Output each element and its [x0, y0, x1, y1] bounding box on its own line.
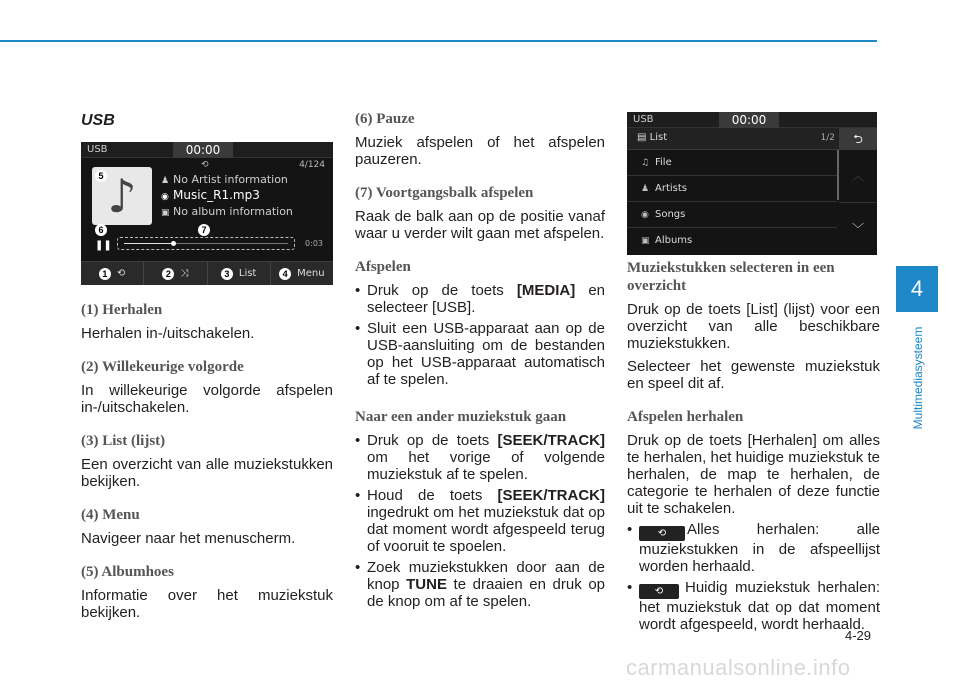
- title-text: Music_R1.mp3: [173, 188, 260, 202]
- music-note-icon: ♪: [107, 169, 137, 223]
- list-item-file[interactable]: [627, 150, 837, 176]
- other-b3-post: te draaien en druk op de knop om af te spelen.: [367, 576, 606, 610]
- usb-player-screen: [81, 142, 333, 285]
- repeat-all-icon: ⟲: [639, 526, 685, 541]
- note-icon: ♫: [641, 158, 650, 168]
- player-button-bar: [81, 261, 333, 285]
- list-item-albums[interactable]: [627, 228, 837, 254]
- menu-button-label: Menu: [297, 268, 325, 279]
- play-b1-post: en selecteer [USB].: [367, 282, 606, 316]
- repeat-bullet-1: [627, 521, 880, 575]
- elapsed-time: 0:03: [305, 239, 323, 248]
- artist-text: No Artist information: [173, 173, 288, 186]
- other-b1-post: om het vorige of volgende muziekstuk af te spelen.: [367, 449, 605, 483]
- heading-album-cover: (5) Albumhoes: [81, 564, 174, 580]
- other-b2-post: ingedrukt om het muziekstuk dat op dat moment wordt afgespeeld terug of vooruit te spoelen.: [367, 504, 605, 555]
- scroll-up-icon[interactable]: ︿: [851, 169, 864, 183]
- list-button-label: List: [238, 268, 257, 279]
- album-row: [161, 205, 293, 218]
- heading-play: Afspelen: [355, 259, 411, 275]
- column-3: [627, 112, 880, 637]
- album-icon: ▣: [641, 236, 650, 246]
- tune-key: TUNE: [406, 576, 447, 593]
- heading-repeat: (1) Herhalen: [81, 302, 163, 318]
- shuffle-icon: ⤨: [180, 268, 189, 279]
- other-track-list: [355, 432, 605, 610]
- scroll-down-icon[interactable]: ﹀: [839, 202, 877, 254]
- list-status-bar: [627, 112, 877, 128]
- list-item-songs-label: Songs: [655, 209, 686, 220]
- other-bullet-2: [355, 487, 605, 555]
- chapter-label-text: Multimediasysteem: [911, 326, 925, 430]
- repeat-list: [627, 521, 880, 633]
- text-menu: Navigeer naar het menuscherm.: [81, 530, 296, 547]
- chapter-label: [906, 318, 930, 438]
- list-item-songs[interactable]: [627, 202, 837, 228]
- list-item-albums-label: Albums: [655, 235, 693, 246]
- heading-pause: (6) Pauze: [355, 111, 415, 127]
- list-item-file-label: File: [655, 157, 672, 168]
- other-bullet-3: [355, 559, 605, 610]
- clock: 00:00: [173, 142, 233, 158]
- text-list: Een overzicht van alle muziekstukken bekijken.: [81, 456, 333, 490]
- play-b1-pre: Druk op de toets: [367, 282, 517, 299]
- progress-bar[interactable]: [117, 237, 295, 250]
- other-bullet-1: [355, 432, 605, 483]
- list-icon: ▤: [637, 132, 650, 143]
- text-pause: Muziek afspelen of het afspelen pauzeren.: [355, 134, 605, 168]
- callout-badge-5: 5: [95, 170, 107, 182]
- other-b2-pre: Houd de toets: [367, 487, 498, 504]
- list-page-indicator: 1/2: [820, 133, 835, 143]
- repeat-one-icon: ⟲: [639, 584, 679, 599]
- chapter-tab: 4: [896, 266, 938, 312]
- menu-button[interactable]: [271, 262, 333, 285]
- list-clock: 00:00: [719, 112, 779, 128]
- callout-badge-6: 6: [95, 224, 107, 236]
- album-text: No album information: [173, 205, 293, 218]
- callout-badge-7: 7: [198, 224, 210, 236]
- text-shuffle: In willekeurige volgorde afspelen in-/uitschakelen.: [81, 382, 333, 416]
- callout-badge-1: 1: [99, 268, 111, 280]
- repeat-one-text: Huidig muziekstuk herhalen: het muziekstuk dat op dat moment wordt afgespeeld, wordt herhaald.: [639, 579, 880, 633]
- list-item-artists-label: Artists: [655, 183, 687, 194]
- list-header-text: List: [649, 132, 668, 143]
- heading-select: Muziekstukken selecteren in een overzicht: [627, 260, 835, 294]
- text-repeat: Herhalen in-/uitschakelen.: [81, 325, 255, 342]
- repeat-status-icon: ⟲: [201, 160, 209, 170]
- heading-other-track: Naar een ander muziekstuk gaan: [355, 409, 567, 425]
- track-count: 4/124: [299, 160, 325, 170]
- status-bar: [81, 142, 333, 158]
- list-header: [627, 128, 877, 150]
- text-select-1: Druk op de toets [List] (lijst) voor een overzicht van alle beschikbare muziekstukken.: [627, 301, 880, 352]
- play-list: [355, 282, 605, 388]
- text-progress: Raak de balk aan op de positie vanaf waar u verder wilt gaan met afspelen.: [355, 208, 605, 242]
- seek-track-key-1: [SEEK/TRACK]: [497, 432, 605, 449]
- watermark: carmanualsonline.info: [626, 655, 851, 680]
- callout-badge-3: 3: [221, 268, 233, 280]
- artist-row: [161, 173, 288, 186]
- section-title: USB: [81, 112, 115, 129]
- pause-button[interactable]: ❚❚: [95, 240, 112, 251]
- list-source-label: USB: [633, 114, 654, 125]
- top-rule: [0, 40, 877, 42]
- media-key: [MEDIA]: [516, 282, 576, 299]
- usb-list-screen: [627, 112, 877, 255]
- list-button[interactable]: [208, 262, 271, 285]
- column-1: [81, 106, 333, 621]
- seek-track-key-2: [SEEK/TRACK]: [497, 487, 605, 504]
- repeat-icon: ⟲: [116, 268, 126, 279]
- repeat-all-text: Alles herhalen: alle muziekstukken in de afspeellijst worden herhaald.: [639, 521, 880, 575]
- repeat-bullet-2: [627, 579, 880, 633]
- column-2: [355, 106, 605, 614]
- source-label: USB: [87, 144, 108, 155]
- play-bullet-2: • Sluit een USB-apparaat aan op de USB-aansluiting om de bestanden op het USB-apparaat automatisch af te spelen.: [355, 320, 605, 388]
- heading-progress: (7) Voortgangsbalk afspelen: [355, 185, 534, 201]
- other-b1-pre: Druk op de toets: [367, 432, 498, 449]
- back-button[interactable]: ⮌: [839, 128, 877, 150]
- heading-repeat-play: Afspelen herhalen: [627, 409, 744, 425]
- page-number: 4-29: [845, 628, 872, 643]
- heading-menu: (4) Menu: [81, 507, 140, 523]
- callout-badge-4: 4: [279, 268, 291, 280]
- text-album-cover: Informatie over het muziekstuk bekijken.: [81, 587, 333, 621]
- title-row: [161, 188, 260, 202]
- progress-fill: [124, 243, 173, 244]
- other-b3-pre: Zoek muziekstukken door aan de knop: [367, 559, 605, 593]
- heading-shuffle: (2) Willekeurige volgorde: [81, 359, 244, 375]
- person-icon: ♟: [641, 184, 650, 194]
- text-repeat-play: Druk op de toets [Herhalen] om alles te herhalen, het huidige muziekstuk te herhalen, de map te herhalen, de categorie te herhalen of deze functie uit te schakelen.: [627, 432, 880, 517]
- list-header-label: [637, 132, 667, 143]
- shuffle-button[interactable]: [144, 262, 207, 285]
- progress-knob[interactable]: [171, 241, 176, 246]
- list-item-artists[interactable]: [627, 176, 837, 202]
- text-select-2: Selecteer het gewenste muziekstuk en speel dit af.: [627, 358, 880, 392]
- callout-badge-2: 2: [162, 268, 174, 280]
- person-icon: ♟: [161, 176, 170, 186]
- album-icon: ▣: [161, 208, 170, 218]
- repeat-button[interactable]: [81, 262, 144, 285]
- heading-list: (3) List (lijst): [81, 433, 166, 449]
- play-bullet-1: [355, 282, 605, 316]
- disc-icon: ◉: [641, 210, 649, 220]
- list-scroll-buttons: [839, 150, 877, 255]
- disc-icon: ◉: [161, 192, 169, 202]
